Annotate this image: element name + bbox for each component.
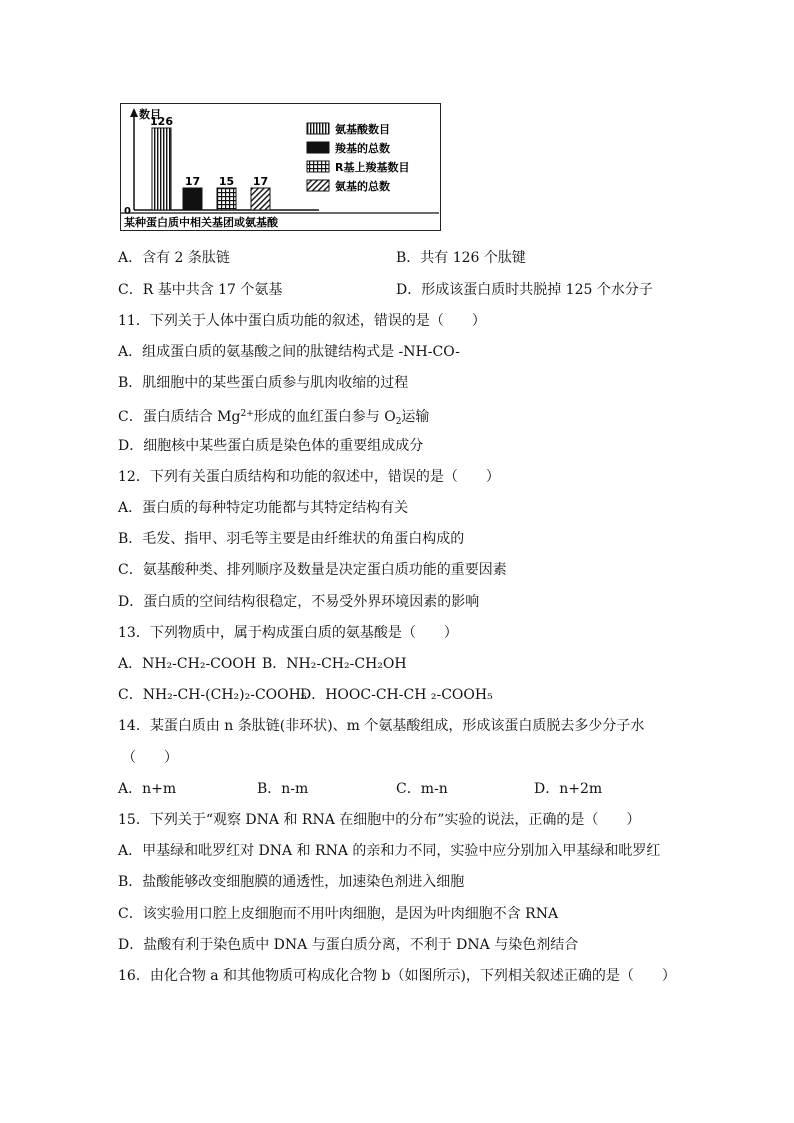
legend-swatch-3 [307,161,329,172]
bar-chart-svg [121,104,439,229]
legend-label-1: 氨基酸数目 [335,123,390,136]
legend-label-3: R基上羧基数目 [335,161,410,174]
q11-c-mid: 形成的血红蛋白参与 O [253,409,396,425]
bar-chart-figure [120,103,441,231]
q11-c-sup: 2+ [240,409,254,419]
legend-swatch-2 [307,142,329,153]
y-axis-label: 数目 [139,108,161,121]
q10-option-d: D．形成该蛋白质时共脱掉 125 个水分子 [396,282,653,298]
q13-option-b: B．NH₂-CH₂-CH₂OH [262,656,407,672]
q15-option-a: A．甲基绿和吡罗红对 DNA 和 RNA 的亲和力不同，实验中应分别加入甲基绿和吡罗红 [118,843,661,859]
q14-option-d: D．n+2m [534,781,603,797]
q12-option-b: B．毛发、指甲、羽毛等主要是由纤维状的角蛋白构成的 [118,531,465,547]
q16-stem: 16．由化合物 a 和其他物质可构成化合物 b（如图所示)，下列相关叙述正确的是（ ） [118,968,676,984]
q12-stem: 12．下列有关蛋白质结构和功能的叙述中，错误的是（ ） [118,469,500,485]
q11-option-c [118,404,429,432]
bar-3 [217,188,236,210]
q12-option-c: C．氨基酸种类、排列顺序及数量是决定蛋白质功能的重要因素 [118,562,507,578]
legend-label-2: 羧基的总数 [335,142,390,155]
zero-label: 0 [124,206,131,217]
q10-option-c: C．R 基中共含 17 个氨基 [118,282,283,298]
q13-option-d: D．HOOC-CH-CH ₂-COOH₅ [300,687,493,703]
q14-stem: 14．某蛋白质由 n 条肽链(非环状)、m 个氨基酸组成，形成该蛋白质脱去多少分子水 [118,718,645,734]
q11-option-d: D．细胞核中某些蛋白质是染色体的重要组成成分 [118,438,424,454]
bar-4 [251,188,270,210]
q12-option-d: D．蛋白质的空间结构很稳定，不易受外界环境因素的影响 [118,594,480,610]
bar-value-label-3: 15 [218,175,235,188]
legend-group [307,122,409,193]
bar-value-label-2: 17 [184,175,201,188]
q13-option-a: A．NH₂-CH₂-COOH [118,656,257,672]
legend-swatch-4 [307,180,329,191]
q11-c-sub: 2 [395,417,402,427]
legend-label-4: 氨基的总数 [335,180,390,193]
q10-option-b: B．共有 126 个肽键 [396,250,526,266]
q14-option-b: B．n-m [257,781,309,797]
q10-option-a: A．含有 2 条肽链 [118,250,230,266]
legend-swatch-1 [307,123,329,134]
q14-stem-blank: （ ） [122,750,178,766]
q14-option-c: C．m-n [396,781,448,797]
q13-stem: 13．下列物质中，属于构成蛋白质的氨基酸是（ ） [118,625,458,641]
q15-stem: 15．下列关于“观察 DNA 和 RNA 在细胞中的分布”实验的说法，正确的是（ ） [118,812,641,828]
q15-option-b: B．盐酸能够改变细胞膜的通透性，加速染色剂进入细胞 [118,874,465,890]
q11-c-post: 运输 [401,409,430,425]
x-axis-label: 某种蛋白质中相关基团或氨基酸 [124,216,278,229]
q11-option-b: B．肌细胞中的某些蛋白质参与肌肉收缩的过程 [118,375,409,391]
bar-value-label-4: 17 [252,175,269,188]
q14-option-a: A．n+m [118,781,177,797]
bar-1 [152,128,171,210]
q12-option-a: A．蛋白质的每种特定功能都与其特定结构有关 [118,500,409,516]
q13-option-c: C．NH₂-CH-(CH₂)₂-COOH₅ [118,687,307,703]
q15-option-d: D．盐酸有利于染色质中 DNA 与蛋白质分离，不利于 DNA 与染色剂结合 [118,937,579,953]
bar-2 [183,188,202,210]
q15-option-c: C．该实验用口腔上皮细胞而不用叶肉细胞，是因为叶肉细胞不含 RNA [118,906,559,922]
q11-stem: 11．下列关于人体中蛋白质功能的叙述，错误的是（ ） [118,313,486,329]
bars-group [150,115,270,210]
q11-option-a: A．组成蛋白质的氨基酸之间的肽键结构式是 -NH-CO- [118,344,460,360]
bar-value-label-1: 126 [150,115,173,128]
q11-c-pre: C．蛋白质结合 Mg [118,409,241,425]
y-axis-arrow [130,108,138,117]
